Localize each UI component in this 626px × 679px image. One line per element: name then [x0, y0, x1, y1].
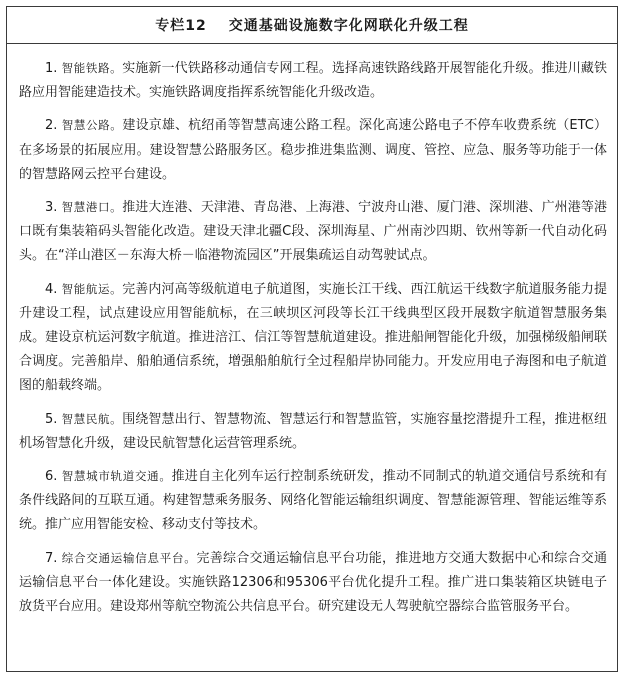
- item-body: 完善综合交通运输信息平台功能，推进地方交通大数据中心和综合交通运输信息平台一体化建设。实施铁路12306和95306平台优化提升工程。推广进口集装箱区块链电子放货平台应用。建设郑州等航空物流公共信息平台。研究建设无人驾驶航空器综合监管服务平台。: [19, 550, 607, 615]
- item-lead: 智慧公路。: [61, 118, 123, 133]
- column-content: [7, 44, 617, 619]
- list-item-smart-highway: 2. 智慧公路。建设京雄、杭绍甬等智慧高速公路工程。深化高速公路电子不停车收费系统（ETC）在多场景的拓展应用。建设智慧公路服务区。稳步推进集监测、调度、管控、应急、服务等功能于一体的智慧路网云控平台建设。: [19, 118, 607, 182]
- item-body: 围绕智慧出行、智慧物流、智慧运行和智慧监管，实施容量挖潜提升工程，推进枢纽机场智慧化升级，建设民航智慧化运营管理系统。: [19, 411, 607, 451]
- item-lead: 智能铁路。: [61, 61, 123, 75]
- item-lead: 综合交通运输信息平台。: [61, 550, 197, 565]
- column-box: [6, 6, 618, 672]
- list-item-smart-urban-rail: 6. 智慧城市轨道交通。推进自主化列车运行控制系统研发，推动不同制式的轨道交通信号系统和有条件线路间的互联互通。构建智慧乘务服务、网络化智能运输组织调度、智慧能源管理、智能运维等系统。推广应用智能安检、移动支付等技术。: [19, 469, 607, 533]
- list-item-info-platform: 7. 综合交通运输信息平台。完善综合交通运输信息平台功能，推进地方交通大数据中心和综合交通运输信息平台一体化建设。实施铁路12306和95306平台优化提升工程。推广进口集装箱区块链电子放货平台应用。建设郑州等航空物流公共信息平台。研究建设无人驾驶航空器综合监管服务平台。: [19, 550, 607, 615]
- item-body: 推进自主化列车运行控制系统研发，推动不同制式的轨道交通信号系统和有条件线路间的互联互通。构建智慧乘务服务、网络化智能运输组织调度、智慧能源管理、智能运维等系统。推广应用智能安检、移动支付等技术。: [19, 469, 607, 533]
- column-title-text: 交通基础设施数字化网联化升级工程: [228, 18, 469, 34]
- item-body: 实施新一代铁路移动通信专网工程。选择高速铁路线路开展智能化升级。推进川藏铁路应用智能建造技术。实施铁路调度指挥系统智能化升级改造。: [19, 61, 607, 101]
- column-label: 专栏12: [155, 18, 207, 34]
- item-lead: 智能航运。: [61, 281, 123, 296]
- item-lead: 智慧城市轨道交通。: [61, 469, 172, 484]
- item-body: 完善内河高等级航道电子航道图，实施长江干线、西江航运干线数字航道服务能力提升建设工程，试点建设应用智能航标，在三峡坝区河段等长江干线典型区段开展数字航道智慧服务集成。建设京杭运河数字航道。推进涪江、信江等智慧航道建设。推进船闸智能化升级，加强梯级船闸联合调度。完善船岸、船舶通信系统，增强船舶航行全过程船岸协同能力。开发应用电子海图和电子航道图的船载终端。: [19, 281, 607, 394]
- list-item-smart-aviation: 5. 智慧民航。围绕智慧出行、智慧物流、智慧运行和智慧监管，实施容量挖潜提升工程，推进枢纽机场智慧化升级，建设民航智慧化运营管理系统。: [19, 411, 607, 451]
- item-body: 推进大连港、天津港、青岛港、上海港、宁波舟山港、厦门港、深圳港、广州港等港口既有集装箱码头智能化改造。建设天津北疆C段、深圳海星、广州南沙四期、钦州等新一代自动化码头。在“洋山港区－东海大桥－临港物流园区”开展集疏运自动驾驶试点。: [19, 200, 607, 264]
- list-item-smart-railway: 1. 智能铁路。实施新一代铁路移动通信专网工程。选择高速铁路线路开展智能化升级。推进川藏铁路应用智能建造技术。实施铁路调度指挥系统智能化升级改造。: [19, 61, 607, 101]
- item-body: 建设京雄、杭绍甬等智慧高速公路工程。深化高速公路电子不停车收费系统（ETC）在多场景的拓展应用。建设智慧公路服务区。稳步推进集监测、调度、管控、应急、服务等功能于一体的智慧路网云控平台建设。: [19, 118, 607, 182]
- list-item-smart-port: 3. 智慧港口。推进大连港、天津港、青岛港、上海港、宁波舟山港、厦门港、深圳港、广州港等港口既有集装箱码头智能化改造。建设天津北疆C段、深圳海星、广州南沙四期、钦州等新一代自动化码头。在“洋山港区－东海大桥－临港物流园区”开展集疏运自动驾驶试点。: [19, 200, 607, 264]
- item-lead: 智慧民航。: [61, 411, 123, 426]
- column-title: [7, 7, 617, 44]
- list-item-smart-shipping: 4. 智能航运。完善内河高等级航道电子航道图，实施长江干线、西江航运干线数字航道服务能力提升建设工程，试点建设应用智能航标，在三峡坝区河段等长江干线典型区段开展数字航道智慧服务集成。建设京杭运河数字航道。推进涪江、信江等智慧航道建设。推进船闸智能化升级，加强梯级船闸联合调度。完善船岸、船舶通信系统，增强船舶航行全过程船岸协同能力。开发应用电子海图和电子航道图的船载终端。: [19, 281, 607, 394]
- item-lead: 智慧港口。: [61, 200, 123, 215]
